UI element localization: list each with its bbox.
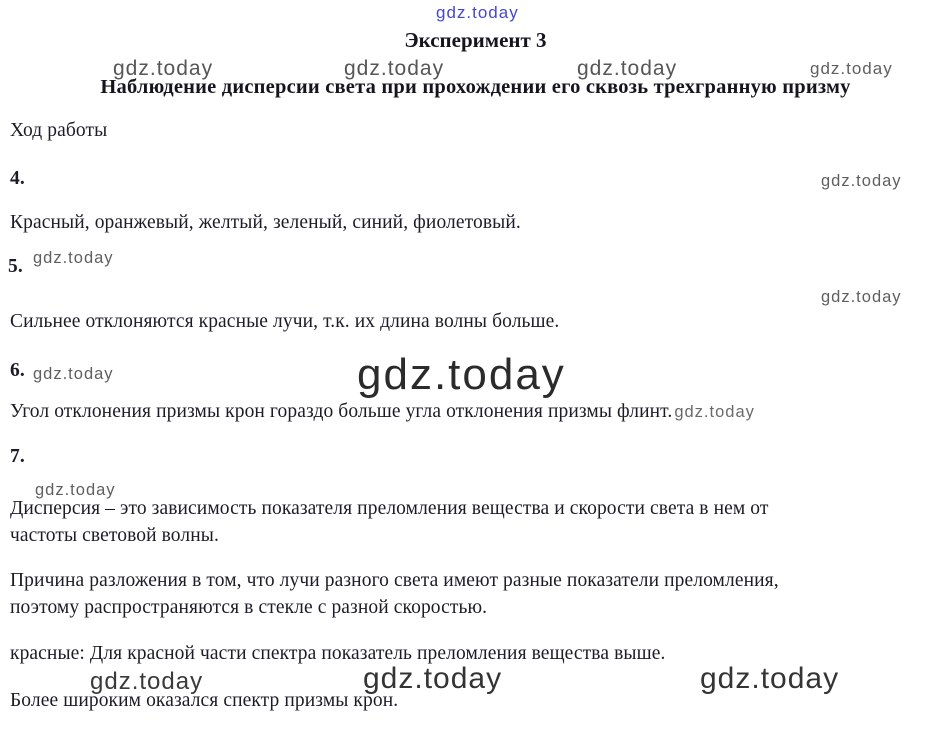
section-7-number: 7. [10, 446, 25, 467]
section-4-number: 4. [10, 168, 25, 189]
watermark-gdz-today: gdz.today [700, 662, 840, 695]
watermark-gdz-today: gdz.today [821, 288, 902, 306]
watermark-gdz-today: gdz.today [344, 57, 445, 80]
watermark-gdz-today: gdz.today [33, 249, 114, 267]
section-7-paragraph-1-line-2: частоты световой волны. [10, 525, 219, 546]
work-progress-label: Ход работы [10, 120, 108, 141]
watermark-gdz-today: gdz.today [90, 668, 204, 695]
watermark-gdz-today: gdz.today [436, 3, 519, 22]
page-subtitle: Наблюдение дисперсии света при прохождении его сквозь трехгранную призму [100, 76, 851, 98]
section-4-answer: Красный, оранжевый, желтый, зеленый, синий, фиолетовый. [10, 212, 521, 233]
watermark-gdz-today: gdz.today [674, 403, 755, 421]
section-7-paragraph-3: красные: Для красной части спектра показатель преломления вещества выше. [10, 643, 666, 664]
watermark-gdz-today: gdz.today [577, 57, 678, 80]
page-title: Эксперимент 3 [404, 28, 547, 52]
watermark-gdz-today: gdz.today [35, 481, 116, 499]
section-7-paragraph-2-line-1: Причина разложения в том, что лучи разного света имеют разные показатели преломления, [10, 570, 779, 591]
section-5-number: 5. [8, 256, 23, 277]
watermark-gdz-today: gdz.today [363, 662, 503, 695]
section-7-paragraph-4: Более широким оказался спектр призмы крон. [10, 690, 399, 711]
section-6-number: 6. [10, 360, 25, 381]
section-6-answer: Угол отклонения призмы крон гораздо больше угла отклонения призмы флинт. [10, 401, 673, 422]
section-7-paragraph-2-line-2: поэтому распространяются в стекле с разной скоростью. [10, 597, 488, 618]
watermark-gdz-today: gdz.today [821, 172, 902, 190]
watermark-gdz-today: gdz.today [113, 57, 214, 80]
section-7-paragraph-1-line-1: Дисперсия – это зависимость показателя преломления вещества и скорости света в нем от [10, 498, 769, 519]
watermark-gdz-today-large: gdz.today [357, 350, 566, 399]
watermark-gdz-today: gdz.today [33, 365, 114, 383]
watermark-gdz-today: gdz.today [810, 59, 893, 78]
section-5-answer: Сильнее отклоняются красные лучи, т.к. их длина волны больше. [10, 311, 560, 332]
section-6-answer-row [10, 401, 755, 423]
